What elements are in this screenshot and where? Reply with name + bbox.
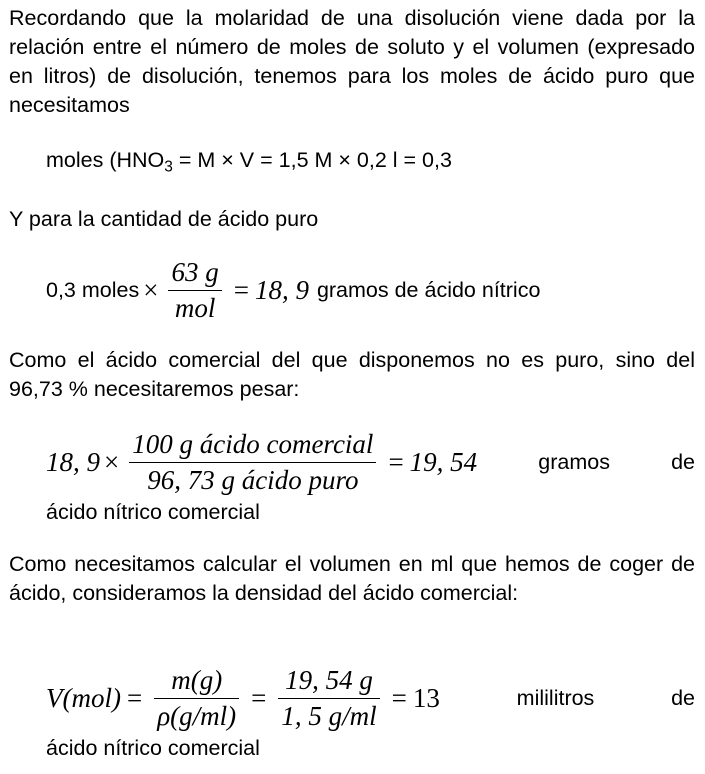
equation-moles-hno3: [46, 146, 452, 175]
eq3-fraction: [129, 429, 376, 496]
paragraph-cantidad-acido: Y para la cantidad de ácido puro: [9, 207, 319, 231]
eq1-prefix: moles (HNO: [46, 148, 165, 172]
eq3-tail-de: de: [671, 449, 696, 474]
eq4-denominator-1: ρ(g/ml): [157, 700, 237, 731]
eq4-line2: ácido nítrico comercial: [46, 736, 260, 760]
eq4-fraction-1: [154, 665, 239, 732]
eq3-result: 19, 54: [409, 446, 478, 477]
eq4-lhs: V(mol): [46, 682, 121, 713]
paragraph-acido-comercial: Como el ácido comercial del que disponemos no es puro, sino del 96,73 % necesitaremos pesar:: [9, 348, 695, 401]
eq3-tail-gramos: gramos: [538, 449, 610, 474]
eq2-fraction: [168, 257, 221, 324]
eq4-numerator-1: m(g): [171, 664, 223, 695]
eq4-tail-de: de: [671, 685, 695, 710]
eq4-equals-2: =: [251, 682, 267, 713]
paragraph-molaridad: Recordando que la molaridad de una disolución viene dada por la relación entre el número de moles de soluto y el volumen (expresado en litros) de disolución, tenemos para los moles de ácido puro que necesitamos: [9, 6, 695, 117]
eq3-line2: ácido nítrico comercial: [46, 500, 260, 524]
eq4-fraction-2: [278, 665, 379, 732]
eq2-denominator: mol: [174, 292, 216, 323]
eq3-denominator: 96, 73 g ácido puro: [147, 464, 359, 495]
paragraph-volumen: Como necesitamos calcular el volumen en ml que hemos de coger de ácido, consideramos la densidad del ácido comercial:: [9, 552, 695, 605]
eq1-subscript: 3: [164, 158, 173, 176]
eq3-equals: =: [388, 446, 404, 477]
eq4-denominator-2: 1, 5 g/ml: [281, 700, 377, 731]
eq2-numerator: 63 g: [171, 256, 219, 287]
eq2-result: 18, 9: [254, 274, 309, 305]
eq2-times: ×: [143, 274, 159, 305]
eq1-suffix: = M × V = 1,5 M × 0,2 l = 0,3: [172, 148, 452, 172]
eq4-tail-mililitros: mililitros: [516, 685, 595, 710]
eq4-numerator-2: 19, 54 g: [285, 664, 373, 695]
eq3-lead: 18, 9: [46, 446, 100, 477]
eq2-tail: gramos de ácido nítrico: [316, 277, 541, 302]
equation-pesar: [46, 424, 695, 500]
eq2-lead: 0,3 moles: [46, 277, 140, 302]
eq3-times: ×: [104, 446, 120, 477]
eq4-result: 13: [412, 682, 440, 713]
eq4-equals-3: =: [391, 682, 407, 713]
equation-volumen: [46, 660, 695, 736]
eq4-equals-1: =: [126, 682, 143, 713]
eq3-numerator: 100 g ácido comercial: [132, 428, 374, 459]
equation-gramos-acido: [46, 254, 540, 326]
eq2-equals: =: [233, 274, 249, 305]
